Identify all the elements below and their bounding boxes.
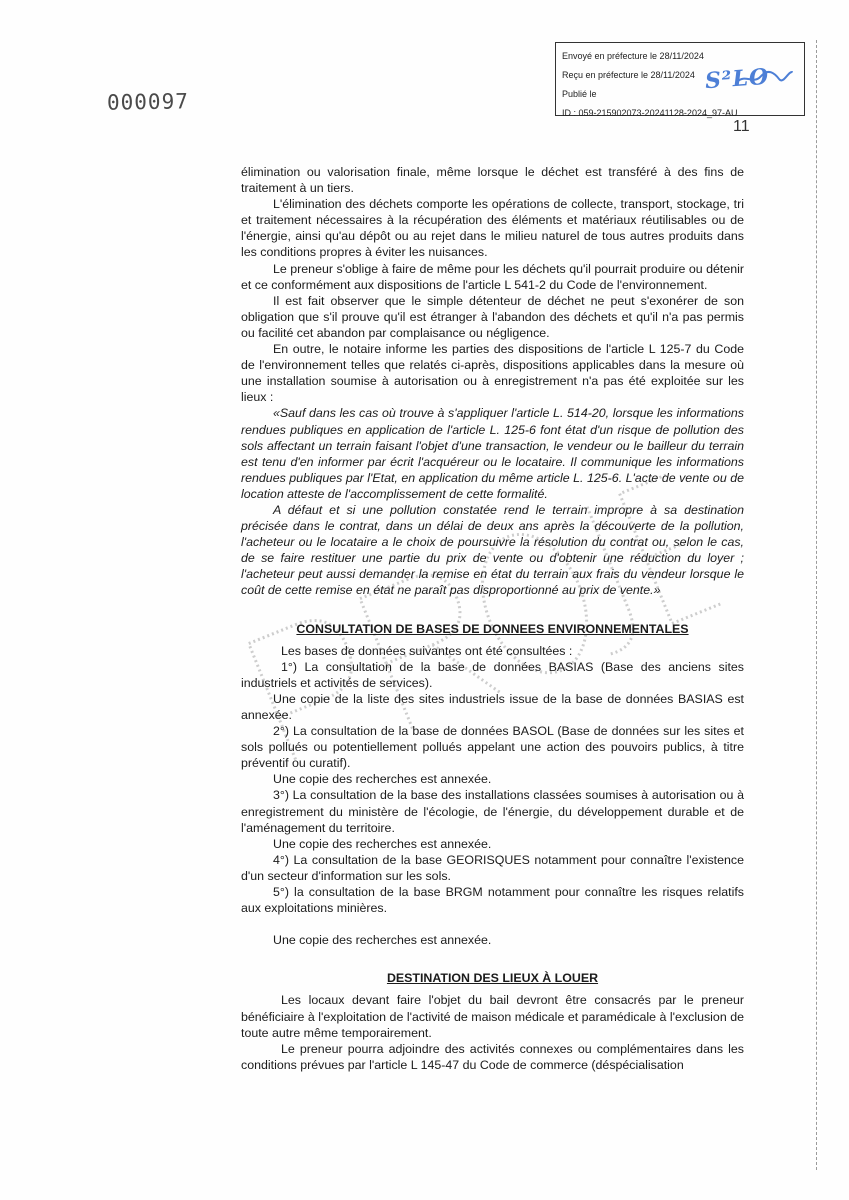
bases-item-icpe: 3°) La consultation de la base des installations classées soumises à autorisation ou à enregistrement du ministère de l'écologie, de l'énergie, du développement durable et de l'aménagement du territoire. [241, 788, 744, 835]
signature-text: S²LO [704, 63, 770, 95]
heading-bases-donnees: CONSULTATION DE BASES DE DONNEES ENVIRONNEMENTALES [296, 621, 689, 636]
bases-basol-copie: Une copie des recherches est annexée. [273, 772, 492, 787]
document-number: 000097 [106, 89, 190, 115]
envoye-line: Envoyé en préfecture le 28/11/2024 [562, 51, 704, 61]
recu-line: Reçu en préfecture le 28/11/2024 [562, 70, 695, 80]
acte-id-line: ID : 059-215902073-20241128-2024_97-AU [562, 108, 738, 118]
publie-line: Publié le [562, 89, 597, 99]
scan-edge-line [816, 40, 817, 1170]
bases-item-georisques: 4°) La consultation de la base GEORISQUES notamment pour connaître l'existence d'un secteur d'information sur les sols. [241, 852, 744, 883]
quote-article-l125-7-part2: A défaut et si une pollution constatée rend le terrain impropre à sa destination précisée dans le contrat, dans un délai de deux ans après la découverte de la pollution, l'acheteur ou le locataire a le choix de poursuivre la résolution du contrat ou, selon le cas, de se faire restituer une partie du prix de vente ou d'obtenir une réduction du loyer ; l'acheteur peut aussi demander la remise en état du terrain aux frais du vendeur lorsque le coût de cette remise en état ne paraît pas disproportionné au prix de vente.» [241, 502, 744, 598]
paragraph-notaire-informe: En outre, le notaire informe les parties des dispositions de l'article L 125-7 du Code de l'environnement telles que relatés ci-après, dispositions applicables dans la mesure où une installation soumise à autorisation ou à enregistrement n'a pas été exploitée sur les lieux : [241, 342, 744, 405]
bases-intro: Les bases de données suivantes ont été consultées : [281, 643, 573, 658]
bases-final-copie: Une copie des recherches est annexée. [273, 933, 492, 948]
bases-basias-copie: Une copie de la liste des sites industriels issue de la base de données BASIAS est annexée. [241, 691, 744, 722]
spacer [241, 916, 744, 932]
bases-item-brgm: 5°) la consultation de la base BRGM notamment pour connaître les risques relatifs aux exploitations minières. [241, 885, 744, 916]
document-body [241, 164, 744, 1073]
paragraph-continuation: élimination ou valorisation finale, même lorsque le déchet est transféré à des fins de traitement à un tiers. [241, 165, 744, 196]
handwritten-signature [704, 64, 770, 94]
paragraph-preneur-oblige: Le preneur s'oblige à faire de même pour les déchets qu'il pourrait produire ou détenir et ce conformément aux dispositions de l'article L 541-2 du Code de l'environnement. [241, 261, 744, 292]
page-number: 11 [733, 118, 750, 135]
heading-destination-lieux: DESTINATION DES LIEUX À LOUER [386, 971, 599, 986]
quote-article-l125-7-part1: «Sauf dans les cas où trouve à s'appliquer l'article L. 514-20, lorsque les informations rendues publiques en application de l'article L. 125-6 font état d'un risque de pollution des sols affectant un terrain faisant l'objet d'une transaction, le vendeur ou le bailleur du terrain est tenu d'en informer par écrit l'acquéreur ou le locataire. Il communique les informations rendues publiques par l'Etat, en application du même article L. 125-6. L'acte de vente ou de location atteste de l'accomplissement de cette formalité. [241, 406, 744, 501]
bases-item-basias: 1°) La consultation de la base de données BASIAS (Base des anciens sites industriels et activités de services). [241, 659, 744, 690]
destination-paragraph-2: Le preneur pourra adjoindre des activités connexes ou complémentaires dans les conditions prévues par l'article L 145-47 du Code de commerce (déspécialisation [241, 1041, 744, 1072]
bases-item-basol: 2°) La consultation de la base de données BASOL (Base de données sur les sites et sols pollués ou potentiellement pollués appelant une action des pouvoirs publics, à titre préventif ou curatif). [241, 724, 744, 771]
destination-paragraph-1: Les locaux devant faire l'objet du bail devront être consacrés par le preneur bénéficiaire à l'exploitation de l'activité de maison médicale et paramédicale à l'exclusion de toute autre même temporairement. [241, 993, 744, 1040]
bases-icpe-copie: Une copie des recherches est annexée. [273, 836, 492, 851]
paragraph-detenteur: Il est fait observer que le simple détenteur de déchet ne peut s'exonérer de son obligation que s'il prouve qu'il est étranger à l'abandon des déchets et qu'il n'a pas permis ou facilité cet abandon par complaisance ou négligence. [241, 293, 744, 340]
paragraph-elimination: L'élimination des déchets comporte les opérations de collecte, transport, stockage, tri et traitement nécessaires à la récupération des éléments et matériaux réutilisables ou de l'énergie, ainsi qu'au dépôt ou au rejet dans le milieu naturel de tous autres produits dans les conditions propres à éviter les nuisances. [241, 197, 744, 260]
